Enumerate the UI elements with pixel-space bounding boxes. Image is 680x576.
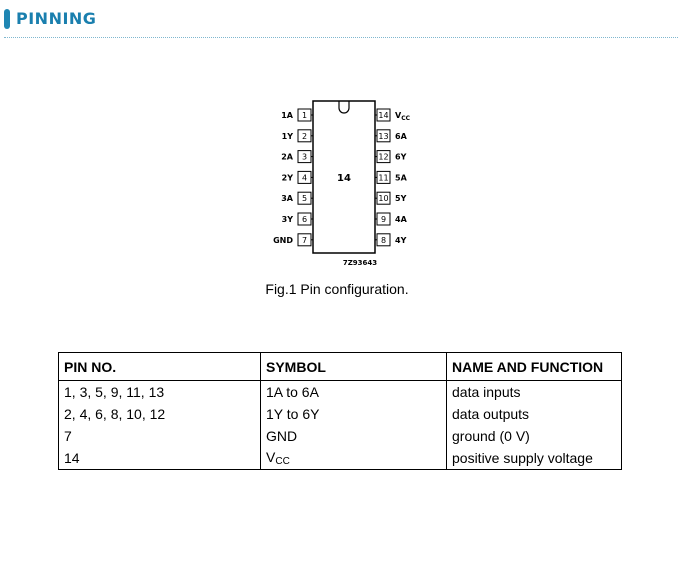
right-pin-label: 5A xyxy=(395,173,407,183)
symbol-main: V xyxy=(266,449,276,465)
table-row xyxy=(59,425,622,447)
left-pin-number: 6 xyxy=(301,215,308,224)
cell-pin: 1, 3, 5, 9, 11, 13 xyxy=(59,381,261,404)
left-pin-number: 4 xyxy=(301,173,308,183)
right-pin-label: 6Y xyxy=(395,152,407,162)
chip-label: 14 xyxy=(337,173,351,184)
right-pin-number: 14 xyxy=(378,111,389,120)
left-pin-label: 2A xyxy=(281,152,293,162)
table-row xyxy=(59,381,622,404)
left-pin-number: 3 xyxy=(301,152,308,162)
left-pin-label: 1Y xyxy=(281,131,293,141)
pinning-table xyxy=(58,352,622,470)
right-pin-number: 8 xyxy=(380,235,387,245)
cell-pin: 2, 4, 6, 8, 10, 12 xyxy=(59,403,261,425)
cell-symbol: 1Y to 6Y xyxy=(261,403,447,425)
part-code: 7Z93643 xyxy=(342,259,378,267)
left-pin-label: 3A xyxy=(281,194,293,204)
left-pin-number: 5 xyxy=(301,194,308,204)
cell-symbol: 1A to 6A xyxy=(261,381,447,404)
cell-symbol xyxy=(261,447,447,470)
left-pin-label: 3Y xyxy=(281,215,293,224)
left-pin-number: 2 xyxy=(301,131,308,141)
chip-svg xyxy=(0,0,680,280)
cell-function: data inputs xyxy=(447,381,622,404)
section-title: PINNING xyxy=(16,9,97,28)
right-pin-number: 10 xyxy=(378,194,389,204)
right-pin-label-subscript: CC xyxy=(401,115,411,122)
header-pin-no: PIN NO. xyxy=(59,353,261,381)
right-pin-group xyxy=(375,109,411,246)
left-pin-number: 7 xyxy=(301,235,308,245)
pin-configuration-diagram xyxy=(0,0,680,280)
table-row xyxy=(59,447,622,470)
right-pin-number: 11 xyxy=(378,173,389,183)
right-pin-label: 6A xyxy=(395,131,407,141)
left-pin-label: 2Y xyxy=(281,173,293,183)
left-pin-group xyxy=(273,109,313,246)
right-pin-number: 13 xyxy=(378,131,389,141)
cell-symbol: GND xyxy=(261,425,447,447)
header-name-function: NAME AND FUNCTION xyxy=(447,353,622,381)
header-symbol: SYMBOL xyxy=(261,353,447,381)
cell-pin: 14 xyxy=(59,447,261,470)
cell-pin: 7 xyxy=(59,425,261,447)
cell-function: positive supply voltage xyxy=(447,447,622,470)
cell-function: data outputs xyxy=(447,403,622,425)
right-pin-number: 12 xyxy=(378,152,389,162)
right-pin-label: 4A xyxy=(395,215,407,224)
figure-caption: Fig.1 Pin configuration. xyxy=(265,281,409,297)
table-row xyxy=(59,403,622,425)
cell-function: ground (0 V) xyxy=(447,425,622,447)
right-pin-number: 9 xyxy=(380,215,387,224)
right-pin-label: 5Y xyxy=(395,194,407,204)
left-pin-label: 1A xyxy=(281,111,293,120)
table-header-row xyxy=(59,353,622,381)
right-pin-label: 4Y xyxy=(395,235,407,245)
left-pin-label: GND xyxy=(273,235,293,245)
symbol-subscript: CC xyxy=(275,456,290,467)
right-pin-label: $V_{CC}$ xyxy=(395,111,411,122)
left-pin-number: 1 xyxy=(301,111,308,120)
